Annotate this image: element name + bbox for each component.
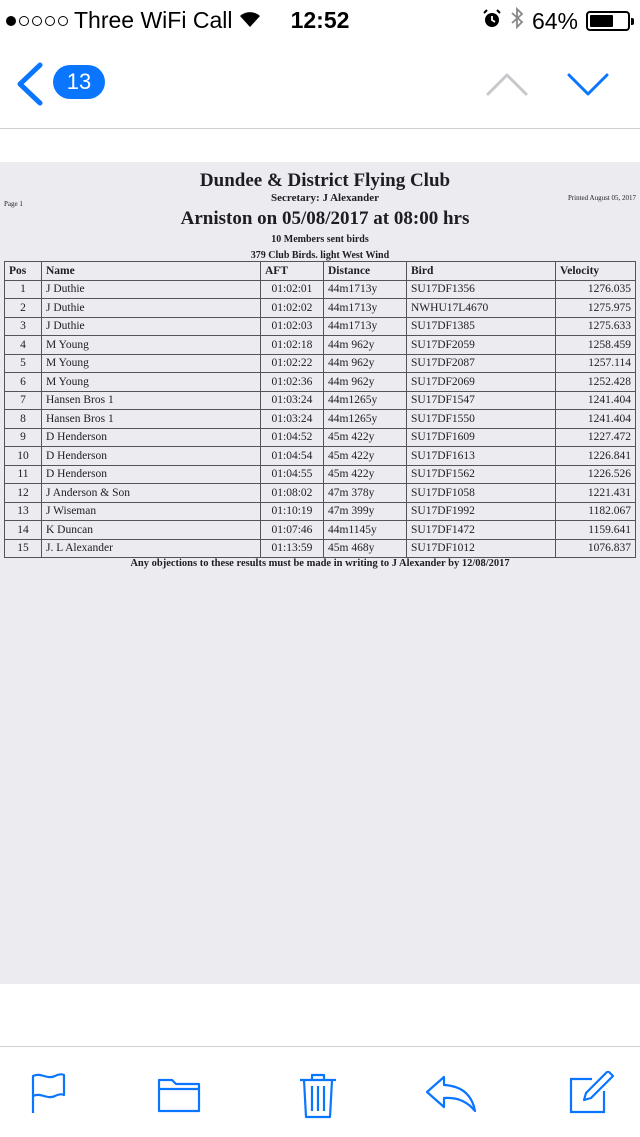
cell-aft: 01:04:52 [261,428,324,447]
table-row [5,502,636,521]
cell-distance: 44m 962y [324,354,407,373]
cell-velocity: 1221.431 [556,484,636,503]
cell-bird: SU17DF2087 [407,354,556,373]
cell-aft: 01:02:01 [261,280,324,299]
cell-pos: 6 [5,373,42,392]
cell-name: J Wiseman [42,502,261,521]
cell-name: J Anderson & Son [42,484,261,503]
cell-pos: 4 [5,336,42,355]
cell-distance: 44m 962y [324,336,407,355]
cell-velocity: 1159.641 [556,521,636,540]
printed-date: Printed August 05, 2017 [567,194,636,202]
cell-aft: 01:04:54 [261,447,324,466]
cell-velocity: 1276.035 [556,280,636,299]
members-line: 10 Members sent birds [271,234,369,245]
cell-aft: 01:03:24 [261,410,324,429]
next-message-button[interactable] [566,68,610,105]
results-body [5,280,636,558]
reply-button[interactable] [424,1071,478,1120]
cell-name: J. L Alexander [42,539,261,558]
message-count-badge[interactable]: 13 [53,65,105,99]
battery-fill [590,15,613,27]
compose-button[interactable] [568,1071,616,1120]
cell-pos: 9 [5,428,42,447]
cell-aft: 01:03:24 [261,391,324,410]
cell-aft: 01:13:59 [261,539,324,558]
cell-aft: 01:08:02 [261,484,324,503]
flag-icon [28,1071,68,1115]
column-header-name: Name [42,262,261,281]
cell-distance: 47m 378y [324,484,407,503]
cell-velocity: 1076.837 [556,539,636,558]
table-row [5,373,636,392]
move-to-folder-button[interactable] [156,1071,202,1120]
cell-aft: 01:10:19 [261,502,324,521]
bluetooth-icon [510,7,524,35]
trash-icon [298,1071,338,1119]
cell-name: Hansen Bros 1 [42,391,261,410]
club-title: Dundee & District Flying Club [199,170,451,191]
cell-pos: 7 [5,391,42,410]
cell-pos: 2 [5,299,42,318]
table-row [5,465,636,484]
cell-velocity: 1257.114 [556,354,636,373]
table-row [5,354,636,373]
cell-pos: 10 [5,447,42,466]
cell-bird: SU17DF1562 [407,465,556,484]
cell-bird: SU17DF1550 [407,410,556,429]
results-table [4,261,636,558]
battery-percent: 64% [531,7,578,34]
column-header-bird: Bird [407,262,556,281]
cell-bird: SU17DF1613 [407,447,556,466]
cell-name: J Duthie [42,280,261,299]
table-header-row [5,262,636,281]
delete-button[interactable] [298,1071,338,1124]
carrier-label: Three WiFi Call [74,7,233,33]
table-row [5,428,636,447]
results-sheet [0,162,640,984]
chevron-down-icon [566,68,610,100]
cell-velocity: 1241.404 [556,410,636,429]
cell-bird: SU17DF2069 [407,373,556,392]
cell-name: Hansen Bros 1 [42,410,261,429]
folder-icon [156,1071,202,1115]
cell-aft: 01:02:18 [261,336,324,355]
table-row [5,410,636,429]
bottom-toolbar [0,1046,640,1137]
reply-icon [424,1071,478,1115]
cell-pos: 8 [5,410,42,429]
cell-velocity: 1258.459 [556,336,636,355]
column-header-distance: Distance [324,262,407,281]
cell-bird: SU17DF1012 [407,539,556,558]
cell-name: J Duthie [42,299,261,318]
chevron-left-icon [14,62,44,106]
birds-line: 379 Club Birds. light West Wind [250,250,390,261]
image-attachment[interactable] [0,129,640,1017]
cell-name: J Duthie [42,317,261,336]
alarm-icon [482,8,502,35]
cell-velocity: 1275.975 [556,299,636,318]
cell-distance: 45m 422y [324,447,407,466]
clock: 12:52 [290,7,350,33]
cell-velocity: 1241.404 [556,391,636,410]
status-bar [0,0,640,40]
table-row [5,539,636,558]
chevron-up-icon [485,68,529,100]
cell-velocity: 1182.067 [556,502,636,521]
cell-distance: 44m1265y [324,391,407,410]
cell-aft: 01:02:22 [261,354,324,373]
cell-pos: 14 [5,521,42,540]
cell-aft: 01:04:55 [261,465,324,484]
cell-name: D Henderson [42,447,261,466]
cell-distance: 45m 422y [324,428,407,447]
cell-distance: 47m 399y [324,502,407,521]
cell-bird: SU17DF1356 [407,280,556,299]
back-button[interactable] [14,62,44,111]
cell-pos: 5 [5,354,42,373]
table-row [5,317,636,336]
column-header-velocity: Velocity [556,262,636,281]
cell-velocity: 1227.472 [556,428,636,447]
table-row [5,521,636,540]
table-row [5,280,636,299]
cell-distance: 45m 422y [324,465,407,484]
cell-distance: 44m1145y [324,521,407,540]
cell-name: D Henderson [42,465,261,484]
cell-bird: SU17DF1472 [407,521,556,540]
cell-velocity: 1252.428 [556,373,636,392]
cell-distance: 45m 468y [324,539,407,558]
table-row [5,447,636,466]
cell-distance: 44m1265y [324,410,407,429]
column-header-pos: Pos [5,262,42,281]
cell-distance: 44m1713y [324,317,407,336]
cell-velocity: 1226.841 [556,447,636,466]
previous-message-button[interactable] [485,68,529,105]
page-label: Page 1 [4,200,23,208]
cell-pos: 11 [5,465,42,484]
cell-velocity: 1226.526 [556,465,636,484]
cell-pos: 13 [5,502,42,521]
table-row [5,484,636,503]
compose-icon [568,1071,616,1115]
cell-distance: 44m1713y [324,299,407,318]
secretary-line: Secretary: J Alexander [271,192,379,204]
cell-pos: 12 [5,484,42,503]
cell-bird: SU17DF1385 [407,317,556,336]
column-header-aft: AFT [261,262,324,281]
cell-aft: 01:02:02 [261,299,324,318]
race-title: Arniston on 05/08/2017 at 08:00 hrs [180,208,470,229]
cell-bird: SU17DF2059 [407,336,556,355]
cell-pos: 15 [5,539,42,558]
table-row [5,299,636,318]
cell-distance: 44m1713y [324,280,407,299]
cell-aft: 01:02:36 [261,373,324,392]
cell-name: M Young [42,354,261,373]
cell-name: M Young [42,373,261,392]
objection-note: Any objections to these results must be made in writing to J Alexander by 12/08/2017 [130,558,510,569]
table-row [5,336,636,355]
cell-bird: NWHU17L4670 [407,299,556,318]
status-right-group [482,7,630,35]
battery-icon [586,11,630,31]
table-row [5,391,636,410]
cell-name: D Henderson [42,428,261,447]
cell-name: K Duncan [42,521,261,540]
cell-bird: SU17DF1058 [407,484,556,503]
cell-aft: 01:02:03 [261,317,324,336]
cell-pos: 1 [5,280,42,299]
cell-pos: 3 [5,317,42,336]
cell-aft: 01:07:46 [261,521,324,540]
flag-button[interactable] [28,1071,68,1120]
navigation-bar [0,40,640,129]
cell-name: M Young [42,336,261,355]
cell-bird: SU17DF1609 [407,428,556,447]
cell-distance: 44m 962y [324,373,407,392]
cell-bird: SU17DF1992 [407,502,556,521]
cell-velocity: 1275.633 [556,317,636,336]
cell-bird: SU17DF1547 [407,391,556,410]
